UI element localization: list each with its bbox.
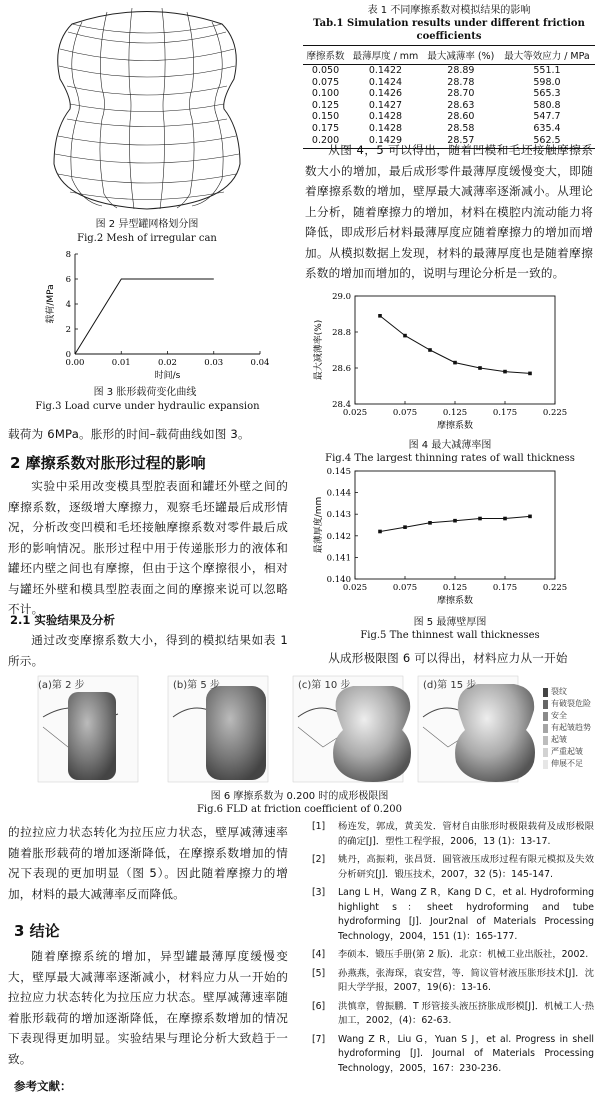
fig4-figure: [305, 290, 595, 440]
fld-legend-label: 起皱: [551, 735, 567, 744]
y-tick-label: 4: [65, 300, 71, 310]
table-header-cell: 最薄厚度 / mm: [348, 46, 423, 65]
reference-number: [1]: [312, 821, 326, 832]
y-tick-label: 8: [65, 250, 71, 260]
reference-number: [3]: [312, 887, 326, 898]
table-cell: 0.050: [311, 65, 340, 76]
section-2-paragraph: 实验中采用改变模具型腔表面和罐坯外壁之间的摩擦系数，逐级增大摩擦力，观察毛坯罐最后成形情况，分析改变凹模和毛坯接触摩擦系数对零件最后成形的影响情况。胀形过程中用于传递胀形力的液体和罐坯内壁之间也有摩擦，但由于这个摩擦很小，相对与罐坯外壁和模具型腔表面之间的摩擦来说可以忽略不计。: [8, 479, 288, 616]
fig5-figure: [305, 465, 595, 615]
left-paragraph-0: 载荷为 6MPa。胀形的时间–载荷曲线如图 3。: [8, 427, 250, 441]
reference-text: 孙燕燕，张海琛，袁安营，等．简议管材液压胀形技术[J]．沈阳大学学报，2007，19(6)：13-16.: [338, 967, 594, 993]
fig4-caption-zh: 图 4 最大减薄率图: [408, 440, 492, 451]
table-cell: 0.1424: [368, 76, 403, 88]
fld-legend-item: [543, 746, 593, 758]
data-point: [428, 348, 432, 352]
data-point: [403, 334, 407, 338]
reference-item: [312, 853, 594, 882]
data-point: [403, 525, 407, 529]
reference-text: 姚丹，高振莉，张昌贤．圆管液压成形过程有限元模拟及失效分析研究[J]．锻压技术，2007，32 (5)：145-147.: [338, 854, 594, 880]
thinnest-wall-chart: [305, 465, 595, 615]
table-cell: 551.1: [533, 65, 561, 76]
y-tick-label: 0.142: [326, 531, 351, 542]
table-cell: 0.1427: [368, 99, 403, 111]
table-cell: 0.1428: [368, 122, 403, 134]
x-tick-label: 0.125: [442, 583, 468, 593]
data-point: [528, 372, 532, 376]
fig3-figure: [35, 246, 275, 411]
fld-panel-c: [293, 676, 411, 782]
reference-number: [2]: [312, 854, 326, 865]
fig6-caption-en: Fig.6 FLD at friction coefficient of 0.200: [196, 804, 403, 815]
table-row: [303, 88, 595, 100]
reference-text: 洪慎章，曾振鹏．T 形管接头液压挤胀成形模[J]．机械工人·热加工，2002，(4)：62-63.: [338, 1000, 594, 1026]
table-cell: 598.0: [533, 76, 561, 88]
data-point: [453, 361, 457, 365]
x-tick-label: 0.125: [442, 408, 468, 418]
fld-legend-item: [543, 722, 593, 734]
table-cell: 0.100: [311, 88, 340, 100]
x-tick-label: 0.075: [392, 583, 418, 593]
y-tick-label: 0.140: [326, 575, 351, 585]
fld-legend-label: 裂纹: [551, 687, 567, 696]
table-row: [303, 111, 595, 123]
table-cell: 0.075: [311, 76, 340, 88]
table-cell: 28.70: [447, 88, 475, 100]
x-axis-label: 时间/s: [154, 371, 181, 381]
data-point: [378, 314, 382, 318]
fld-legend-item: [543, 734, 593, 746]
fig2-figure: [12, 4, 282, 244]
section-2-title: 2 摩擦系数对胀形过程的影响: [10, 454, 206, 472]
x-tick-label: 0.01: [111, 358, 131, 368]
fld-panel-b: [168, 676, 268, 782]
data-point: [478, 517, 482, 521]
fld-legend-item: [543, 698, 593, 710]
fld-legend-swatch: [543, 736, 548, 745]
y-tick-label: 28.8: [332, 328, 351, 338]
chart-frame: [355, 296, 555, 404]
bottom-left-paragraph: 的拉拉应力状态转化为拉压应力状态，壁厚减薄速率随着胀形载荷的增加逐渐降低，在摩擦系数增加的情况下表现的更加明显（图 5）。因此随着摩擦力的增加，材料的最大减薄率反而降低。: [8, 825, 288, 901]
fld-legend-label: 安全: [551, 711, 567, 720]
table-header-cell: 摩擦系数: [303, 46, 348, 65]
chart-frame: [355, 471, 555, 579]
fld-legend: [543, 686, 593, 770]
x-axis-label: 摩擦系数: [436, 596, 474, 606]
table-cell: 28.89: [447, 65, 475, 76]
x-tick-label: 0.00: [65, 358, 85, 368]
reference-item: [312, 1033, 594, 1077]
y-axis-label: 载荷/MPa: [46, 284, 56, 324]
y-axis-label: 最大减薄率(%): [314, 319, 324, 381]
fld-panel-label: (a)第 2 步: [38, 680, 85, 691]
fig3-caption-zh: 图 3 胀形载荷变化曲线: [93, 387, 197, 398]
fig2-caption-en: Fig.2 Mesh of irregular can: [77, 233, 217, 244]
fld-legend-label: 有破裂危险: [551, 699, 591, 708]
fld-legend-item: [543, 710, 593, 722]
table-cell: 0.200: [303, 135, 348, 149]
fld-legend-swatch: [543, 760, 548, 769]
section-2-1-paragraph: 通过改变摩擦系数大小，得到的模拟结果如表 1 所示。: [8, 633, 288, 668]
fld-legend-label: 严重起皱: [551, 747, 583, 756]
reference-item: [312, 967, 594, 996]
table-cell: 28.60: [447, 111, 475, 123]
reference-item: [312, 1000, 594, 1029]
table-cell: 0.1426: [368, 88, 403, 100]
table-1-title-zh: 表 1 不同摩擦系数对模拟结果的影响: [367, 5, 531, 16]
table-cell: 28.63: [447, 99, 475, 111]
table-cell: 0.125: [311, 99, 340, 111]
table-header-cell: 最大等效应力 / MPa: [499, 46, 595, 65]
data-point: [428, 521, 432, 525]
x-tick-label: 0.03: [204, 358, 224, 368]
table-cell: 635.4: [533, 122, 561, 134]
reference-number: [7]: [312, 1033, 326, 1045]
table-row: [303, 65, 595, 77]
reference-text: Lang L H，Wang Z R，Kang D C，et al. Hydroforming highlight s：sheet hydroforming and tube hydroforming [J]. Jour2nal of Materials Processing Technology，2004，151 (1)：165-177.: [338, 887, 594, 942]
table-cell: 0.1428: [368, 111, 403, 123]
table-cell: 0.150: [311, 111, 340, 123]
x-tick-label: 0.225: [542, 583, 568, 593]
fig5-caption-en: Fig.5 The thinnest wall thicknesses: [360, 630, 540, 641]
y-tick-label: 28.6: [332, 364, 351, 374]
table-cell: 28.78: [447, 76, 475, 88]
right-paragraph-1: 从图 4，5 可以得出，随着凹模和毛坯接触摩擦系数大小的增加，最后成形零件最薄厚度缓慢变大，即随着摩擦系数的增加，壁厚最大减薄率逐渐减小。从理论上分析，随着摩擦力的增加，材料在模腔内流动能力将降低，即成形后材料最薄厚度应随着摩擦力的增加而增加。从模拟数据上发现，材料的最薄厚度也是随着摩擦系数的增加而增加的，说明与理论分析是一致的。: [305, 143, 593, 280]
y-tick-label: 0: [65, 350, 71, 360]
table-row: [303, 123, 595, 135]
thinning-rate-chart: [305, 290, 595, 440]
right-paragraph-2: 从成形极限图 6 可以得出，材料应力从一开始: [328, 651, 568, 665]
table-cell: 28.58: [447, 122, 475, 134]
reference-item: [312, 948, 594, 963]
table-1-grid: [303, 45, 595, 149]
table-cell: 547.7: [533, 111, 561, 123]
reference-number: [6]: [312, 1000, 326, 1012]
y-tick-label: 2: [65, 325, 71, 335]
x-tick-label: 0.075: [392, 408, 418, 418]
series-line: [380, 316, 530, 374]
x-tick-label: 0.175: [492, 583, 518, 593]
fig3-caption-en: Fig.3 Load curve under hydraulic expansion: [35, 401, 260, 412]
fld-panel-a: [38, 676, 138, 782]
reference-item: [312, 820, 594, 849]
table-cell: 0.175: [311, 122, 340, 134]
fig5-caption-zh: 图 5 最薄壁厚图: [413, 617, 487, 628]
table-cell: 0.1422: [368, 65, 403, 76]
table-header-row: [303, 46, 595, 65]
y-tick-label: 0.143: [326, 510, 351, 521]
table-cell: 562.5: [499, 135, 595, 149]
fig6-caption-zh: 图 6 摩擦系数为 0.200 时的成形极限图: [210, 791, 389, 802]
x-axis-label: 摩擦系数: [436, 421, 474, 431]
fld-legend-swatch: [543, 688, 548, 697]
fig4-caption-en: Fig.4 The largest thinning rates of wall thickness: [325, 453, 575, 464]
references-title: 参考文献：: [14, 1079, 72, 1093]
y-tick-label: 28.4: [332, 400, 351, 410]
fld-legend-item: [543, 686, 593, 698]
section-3-paragraph: 随着摩擦系统的增加，异型罐最薄厚度缓慢变大，壁厚最大减薄率逐渐减小，材料应力从一开始的拉拉应力状态转化为拉压应力状态。壁厚减薄速率随着胀形载荷的增加逐渐降低，在摩擦系数增加的情况下表现得更加明显。实验结果与理论分析大致趋于一致。: [8, 949, 288, 1066]
table-1-title-en: Tab.1 Simulation results under different friction coefficients: [313, 18, 585, 42]
fld-legend-swatch: [543, 712, 548, 721]
data-point: [478, 366, 482, 370]
fld-legend-item: [543, 758, 593, 770]
table-row: [303, 100, 595, 112]
load-curve-chart: [35, 246, 275, 386]
fld-legend-swatch: [543, 748, 548, 757]
x-tick-label: 0.02: [158, 358, 177, 368]
section-3-title: 3 结论: [14, 922, 60, 940]
x-tick-label: 0.025: [342, 583, 368, 593]
fld-legend-label: 有起皱趋势: [551, 723, 591, 732]
y-tick-label: 29.0: [332, 292, 351, 302]
y-tick-label: 0.145: [326, 467, 351, 477]
table-row: [303, 77, 595, 89]
x-tick-label: 0.04: [250, 358, 270, 368]
y-tick-label: 6: [65, 275, 71, 285]
y-tick-label: 0.141: [326, 553, 351, 564]
fld-panel-label: (d)第 15 步: [423, 680, 477, 691]
table-header-cell: 最大减薄率 (%): [423, 46, 499, 65]
fld-legend-label: 伸展不足: [551, 759, 583, 768]
series-line: [380, 516, 530, 531]
section-2-1-title: 2.1 实验结果及分析: [10, 613, 115, 627]
fld-panel-d: [418, 676, 535, 782]
data-point: [528, 515, 532, 519]
data-point: [503, 517, 507, 521]
fig6-figure: [8, 672, 593, 787]
table-cell: 580.8: [533, 99, 561, 111]
reference-text: 李硕本．锻压手册(第 2 版)．北京：机械工业出版社，2002.: [338, 949, 589, 960]
y-tick-label: 0.144: [326, 488, 351, 499]
table-cell: 0.1429: [348, 135, 423, 149]
data-point: [453, 519, 457, 523]
x-tick-label: 0.175: [492, 408, 518, 418]
table-cell: 565.3: [533, 88, 561, 100]
reference-number: [4]: [312, 949, 326, 960]
fld-panel-label: (b)第 5 步: [173, 680, 220, 691]
fld-legend-swatch: [543, 700, 548, 709]
reference-text: 杨连发，郭成，黄美发．管材自由胀形时极限载荷及成形极限的确定[J]．塑性工程学报，2006，13 (1)：13-17.: [338, 821, 594, 847]
x-tick-label: 0.225: [542, 408, 568, 418]
data-point: [378, 530, 382, 534]
fld-legend-swatch: [543, 724, 548, 733]
fig2-caption-zh: 图 2 异型罐网格划分图: [95, 219, 199, 230]
references-list: [312, 820, 594, 1080]
series-line: [75, 279, 214, 354]
reference-text: Wang Z R，Liu G，Yuan S J，et al. Progress in shell hydroforming [J]. Journal of Materials Processing Technology，2005，167：230-236.: [338, 1033, 594, 1074]
table-cell: 28.57: [423, 135, 499, 149]
table-1: [303, 4, 595, 149]
reference-item: [312, 886, 594, 944]
data-point: [503, 370, 507, 374]
x-tick-label: 0.025: [342, 408, 368, 418]
mesh-can-image: [12, 4, 282, 214]
y-axis-label: 最薄厚度/mm: [314, 496, 324, 554]
fld-panel-label: (c)第 10 步: [298, 680, 351, 691]
reference-number: [5]: [312, 967, 326, 979]
